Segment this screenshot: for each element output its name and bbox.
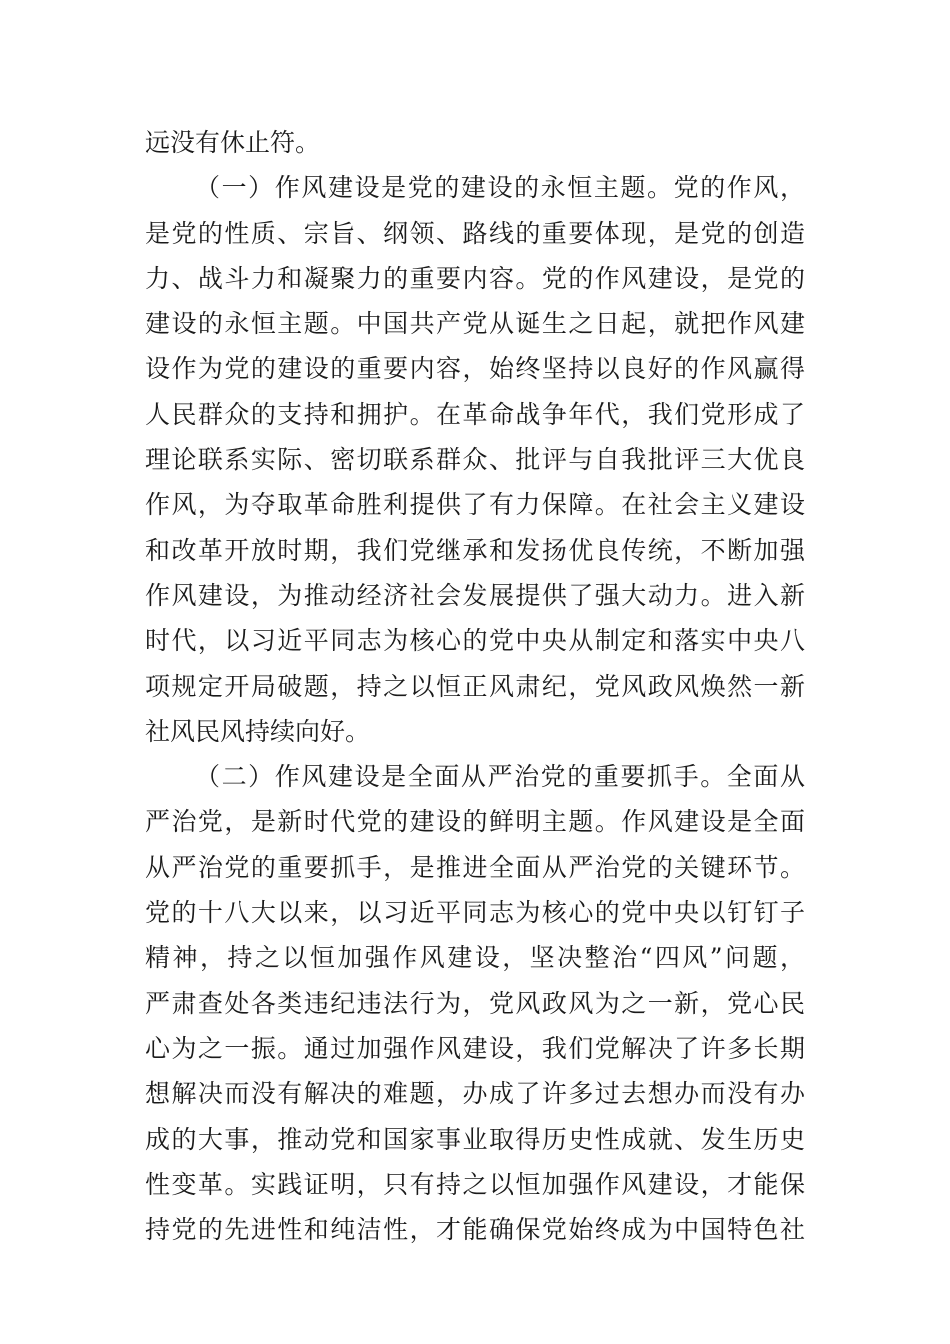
text-line: 项规定开局破题，持之以恒正风肃纪，党风政风焕然一新: [145, 671, 805, 701]
text-line: 持党的先进性和纯洁性，才能确保党始终成为中国特色社: [145, 1215, 805, 1245]
text-line: 社风民风持续向好。: [145, 716, 371, 746]
text-line: 建设的永恒主题。中国共产党从诞生之日起，就把作风建: [145, 309, 805, 339]
text-line: 远没有休止符。: [145, 128, 321, 157]
text-line: 是党的性质、宗旨、纲领、路线的重要体现，是党的创造: [145, 218, 805, 248]
text-line: 从严治党的重要抓手，是推进全面从严治党的关键环节。: [145, 852, 805, 882]
section-heading-line: （一）作风建设是党的建设的永恒主题。党的作风，: [195, 173, 805, 203]
text-line: 人民群众的支持和拥护。在革命战争年代，我们党形成了: [145, 399, 805, 429]
text-line: 精神，持之以恒加强作风建设，坚决整治“四风”问题，: [145, 943, 805, 973]
text-line: 严治党，是新时代党的建设的鲜明主题。作风建设是全面: [145, 807, 805, 837]
body-text: [145, 120, 805, 1252]
text-line: 作风，为夺取革命胜利提供了有力保障。在社会主义建设: [145, 490, 805, 520]
text-line: 心为之一振。通过加强作风建设，我们党解决了许多长期: [145, 1033, 805, 1063]
text-line: 性变革。实践证明，只有持之以恒加强作风建设，才能保: [145, 1169, 805, 1199]
text-line: 作风建设，为推动经济社会发展提供了强大动力。进入新: [145, 580, 805, 610]
text-line: 严肃查处各类违纪违法行为，党风政风为之一新，党心民: [145, 988, 805, 1018]
text-line: 时代，以习近平同志为核心的党中央从制定和落实中央八: [145, 626, 805, 656]
text-line: 设作为党的建设的重要内容，始终坚持以良好的作风赢得: [145, 354, 805, 384]
text-line: 成的大事，推动党和国家事业取得历史性成就、发生历史: [145, 1124, 805, 1154]
text-line: 理论联系实际、密切联系群众、批评与自我批评三大优良: [145, 445, 805, 475]
section-heading-line: （二）作风建设是全面从严治党的重要抓手。全面从: [195, 762, 805, 792]
text-line: 力、战斗力和凝聚力的重要内容。党的作风建设，是党的: [145, 263, 805, 293]
text-line: 和改革开放时期，我们党继承和发扬优良传统，不断加强: [145, 535, 805, 565]
text-line: 想解决而没有解决的难题，办成了许多过去想办而没有办: [145, 1079, 805, 1109]
text-line: 党的十八大以来，以习近平同志为核心的党中央以钉钉子: [145, 898, 805, 928]
